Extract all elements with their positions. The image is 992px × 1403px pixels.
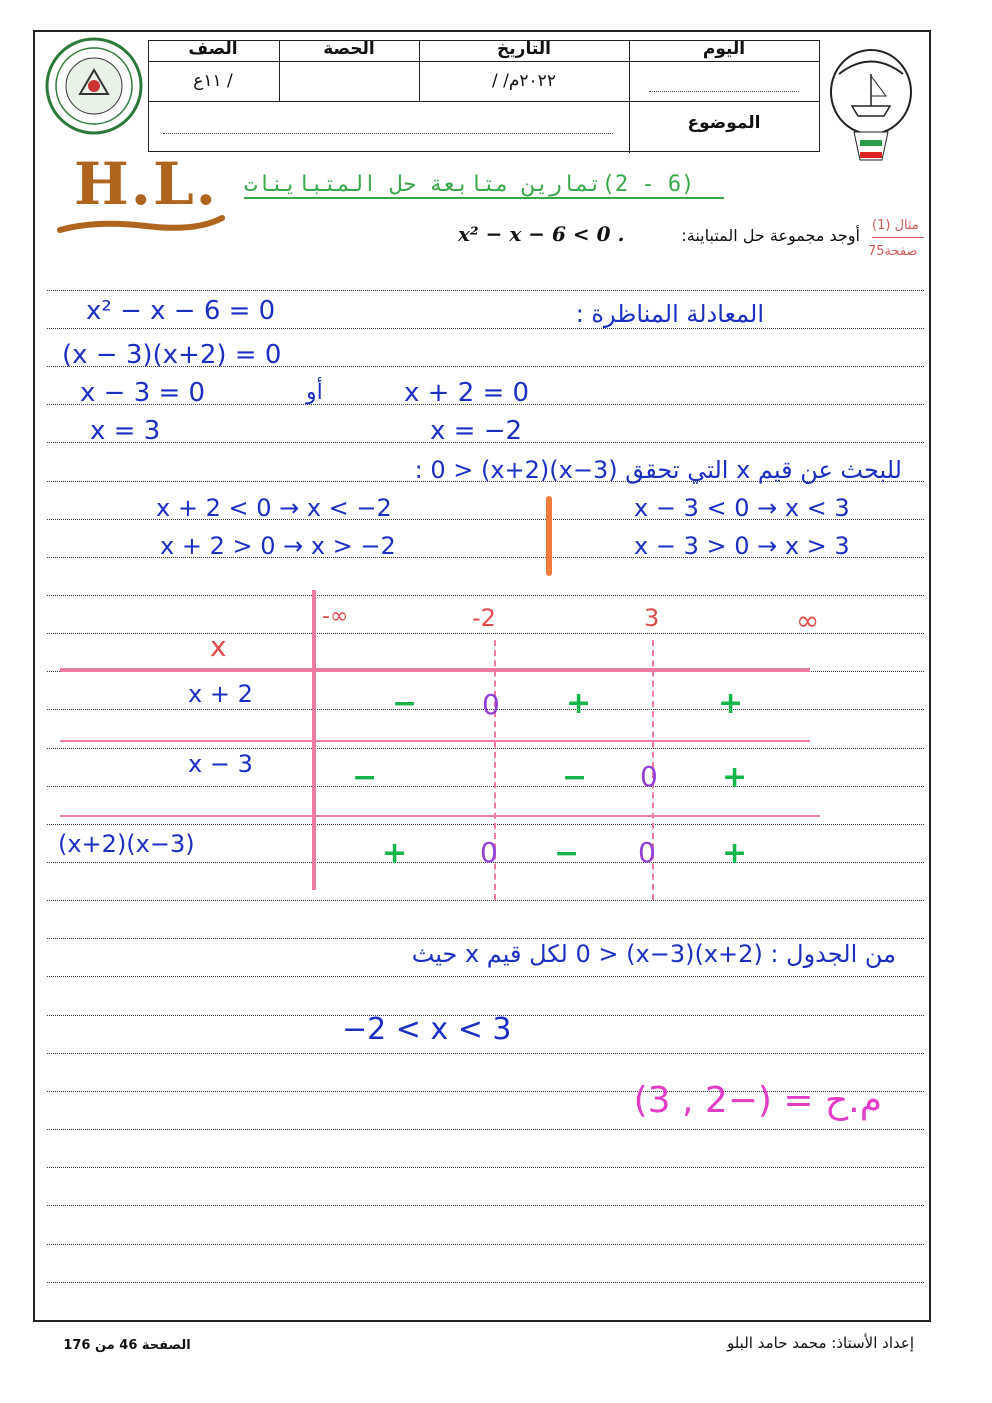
period-column-header: الحصة (323, 39, 375, 59)
ruled-line (47, 595, 924, 596)
sign-mark: + (718, 686, 744, 721)
date-value: / /٢٠٢٢م (492, 71, 556, 91)
sign-mark: 0 (640, 760, 658, 793)
case-left-2: x + 2 > 0 → x > −2 (160, 532, 396, 560)
or-word: أو (306, 380, 323, 405)
corresponding-equation-label: المعادلة المناظرة : (575, 300, 764, 328)
ruled-line (47, 328, 924, 329)
separator-stroke (546, 496, 552, 576)
root-eq-right: x + 2 = 0 (404, 378, 530, 408)
table-point: -∞ (322, 604, 349, 629)
sign-mark: − (554, 836, 580, 871)
author-credit: إعداد الأستاذ: محمد حامد البلو (726, 1334, 914, 1352)
day-field-dots (649, 91, 799, 92)
ruled-line (47, 1167, 924, 1168)
sign-mark: − (562, 760, 588, 795)
search-statement: للبحث عن قيم x التي تحقق (x−3)(x+2) < 0 : (414, 456, 902, 484)
class-column-header: الصف (188, 39, 238, 59)
example-math: x² − x − 6 < 0 . (458, 222, 625, 246)
ruled-line (47, 938, 924, 939)
example-label: مثال (1) (872, 218, 919, 233)
subject-label: الموضوع (687, 113, 761, 133)
sign-mark: − (352, 760, 378, 795)
solution-set: م.ح = (−2 , 3) (633, 1080, 882, 1121)
table-point: -2 (472, 604, 496, 632)
row-label: x + 2 (188, 680, 253, 708)
root-left: x = 3 (90, 416, 161, 446)
ruled-line (47, 1205, 924, 1206)
table-row-rule (60, 815, 820, 817)
sign-mark: + (722, 836, 748, 871)
sign-mark: 0 (638, 836, 656, 869)
row-label: x − 3 (188, 750, 253, 778)
day-column-header: اليوم (702, 39, 746, 59)
date-column-header: التاريخ (497, 39, 551, 59)
ruled-line (47, 748, 924, 749)
ruled-line (47, 1282, 924, 1283)
table-header-rule (60, 668, 810, 672)
hl-logo: H.L. (74, 150, 218, 218)
example-prompt: أوجد مجموعة حل المتباينة: (681, 226, 860, 245)
lesson-title: (6 - 2)تمارين متابعة حل المتباينات (244, 172, 724, 199)
ruled-line (47, 290, 924, 291)
solution-equation: x² − x − 6 = 0 (86, 296, 276, 326)
ruled-line (47, 976, 924, 977)
class-value: ١١ع / (193, 71, 233, 91)
table-point: 3 (644, 604, 660, 632)
case-left-1: x + 2 < 0 → x < −2 (156, 494, 392, 522)
ruled-line (47, 1244, 924, 1245)
ruled-line (47, 824, 924, 825)
school-seal-icon (44, 36, 144, 136)
root-eq-left: x − 3 = 0 (80, 378, 206, 408)
example-page-ref: صفحة75 (868, 244, 918, 259)
ruled-line (47, 633, 924, 634)
case-right-2: x − 3 > 0 → x > 3 (634, 532, 850, 560)
ruled-line (47, 900, 924, 901)
page-number: الصفحة 46 من 176 (63, 1338, 191, 1353)
header-table (148, 40, 820, 152)
ruled-line (47, 786, 924, 787)
state-emblem-icon (824, 44, 918, 162)
solution-interval-inequality: −2 < x < 3 (342, 1012, 512, 1047)
logo-swoosh-icon (56, 210, 226, 240)
case-right-1: x − 3 < 0 → x < 3 (634, 494, 850, 522)
sign-mark: + (382, 836, 408, 871)
sign-mark: 0 (482, 688, 500, 721)
table-point: ∞ (796, 604, 820, 637)
row-label: (x+2)(x−3) (58, 830, 195, 858)
ruled-line (47, 1129, 924, 1130)
root-right: x = −2 (430, 416, 523, 446)
sign-mark: 0 (480, 836, 498, 869)
subject-field-dots (163, 133, 613, 134)
ruled-line (47, 1053, 924, 1054)
conclusion-statement: من الجدول : (x+2)(x−3) < 0 لكل قيم x حيث (411, 940, 896, 968)
table-var-label: x (210, 630, 227, 663)
sign-mark: + (722, 760, 748, 795)
sign-mark: + (566, 686, 592, 721)
factored-equation: (x − 3)(x+2) = 0 (62, 340, 282, 370)
sign-mark: − (392, 686, 418, 721)
table-row-rule (60, 740, 810, 742)
